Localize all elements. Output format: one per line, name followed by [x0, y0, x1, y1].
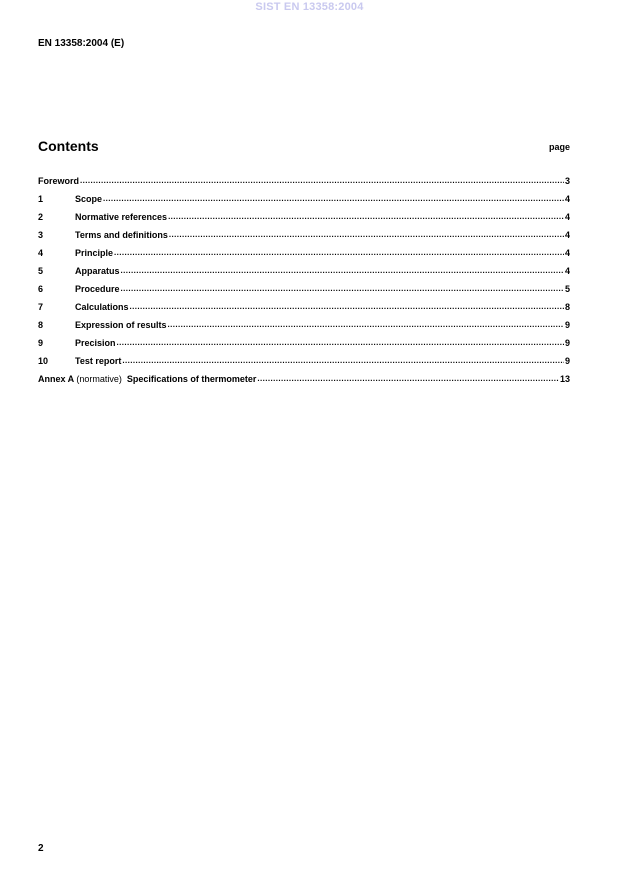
- toc-dot-leader: [114, 247, 564, 256]
- toc-entry-page: 5: [564, 284, 570, 294]
- toc-entry-page: 13: [559, 374, 570, 384]
- toc-dot-leader: [117, 337, 564, 346]
- toc-entry[interactable]: [38, 337, 570, 355]
- table-of-contents: [38, 175, 570, 391]
- toc-entry[interactable]: [38, 211, 570, 229]
- toc-entry-title: Precision: [75, 338, 116, 348]
- contents-title: Contents: [38, 138, 99, 154]
- toc-dot-leader: [122, 355, 564, 364]
- contents-header: [38, 138, 570, 156]
- toc-entry-page: 3: [564, 176, 570, 186]
- toc-entry-number: 8: [38, 320, 44, 330]
- toc-entry-number: 9: [38, 338, 44, 348]
- toc-entry-number: 4: [38, 248, 44, 258]
- toc-entry[interactable]: [38, 247, 570, 265]
- toc-entry[interactable]: [38, 265, 570, 283]
- toc-dot-leader: [121, 283, 564, 292]
- toc-entry-page: 4: [564, 248, 570, 258]
- toc-entry-number: 10: [38, 356, 49, 366]
- toc-dot-leader: [103, 193, 564, 202]
- toc-dot-leader: [168, 319, 564, 328]
- annex-type: (normative): [76, 374, 122, 384]
- toc-entry[interactable]: [38, 373, 570, 391]
- toc-entry-number: 6: [38, 284, 44, 294]
- toc-dot-leader: [80, 175, 564, 184]
- document-id: EN 13358:2004 (E): [38, 38, 125, 49]
- toc-entry[interactable]: [38, 319, 570, 337]
- toc-entry-title: Foreword: [38, 176, 80, 186]
- toc-entry-page: 9: [564, 356, 570, 366]
- toc-entry-number: 7: [38, 302, 44, 312]
- toc-dot-leader: [168, 211, 564, 220]
- toc-entry-page: 9: [564, 338, 570, 348]
- toc-entry[interactable]: [38, 229, 570, 247]
- toc-entry-page: 4: [564, 212, 570, 222]
- toc-entry-title: Test report: [75, 356, 122, 366]
- toc-entry-title: Procedure: [75, 284, 120, 294]
- watermark: SIST EN 13358:2004: [255, 1, 364, 13]
- toc-entry-number: 2: [38, 212, 44, 222]
- page-number: 2: [38, 843, 44, 854]
- toc-entry-page: 8: [564, 302, 570, 312]
- page-column-label: page: [548, 142, 570, 152]
- toc-entry[interactable]: [38, 283, 570, 301]
- toc-entry-title: Terms and definitions: [75, 230, 168, 240]
- toc-dot-leader: [130, 301, 564, 310]
- toc-entry-page: 4: [564, 194, 570, 204]
- toc-entry-title: Calculations: [75, 302, 129, 312]
- toc-entry-page: 4: [564, 230, 570, 240]
- toc-entry-title: Scope: [75, 194, 103, 204]
- toc-entry-title: Apparatus: [75, 266, 120, 276]
- toc-entry-title: Principle: [75, 248, 114, 258]
- toc-entry-number: 3: [38, 230, 44, 240]
- toc-entry-title: Annex A (normative) Specifications of thermometer: [38, 374, 257, 384]
- toc-entry[interactable]: [38, 175, 570, 193]
- toc-dot-leader: [169, 229, 564, 238]
- toc-dot-leader: [121, 265, 564, 274]
- toc-dot-leader: [257, 373, 559, 382]
- toc-entry[interactable]: [38, 301, 570, 319]
- toc-entry-page: 4: [564, 266, 570, 276]
- toc-entry-title: Expression of results: [75, 320, 167, 330]
- toc-entry[interactable]: [38, 355, 570, 373]
- toc-entry-page: 9: [564, 320, 570, 330]
- toc-entry-title: Normative references: [75, 212, 168, 222]
- toc-entry[interactable]: [38, 193, 570, 211]
- toc-entry-number: 1: [38, 194, 44, 204]
- toc-entry-number: 5: [38, 266, 44, 276]
